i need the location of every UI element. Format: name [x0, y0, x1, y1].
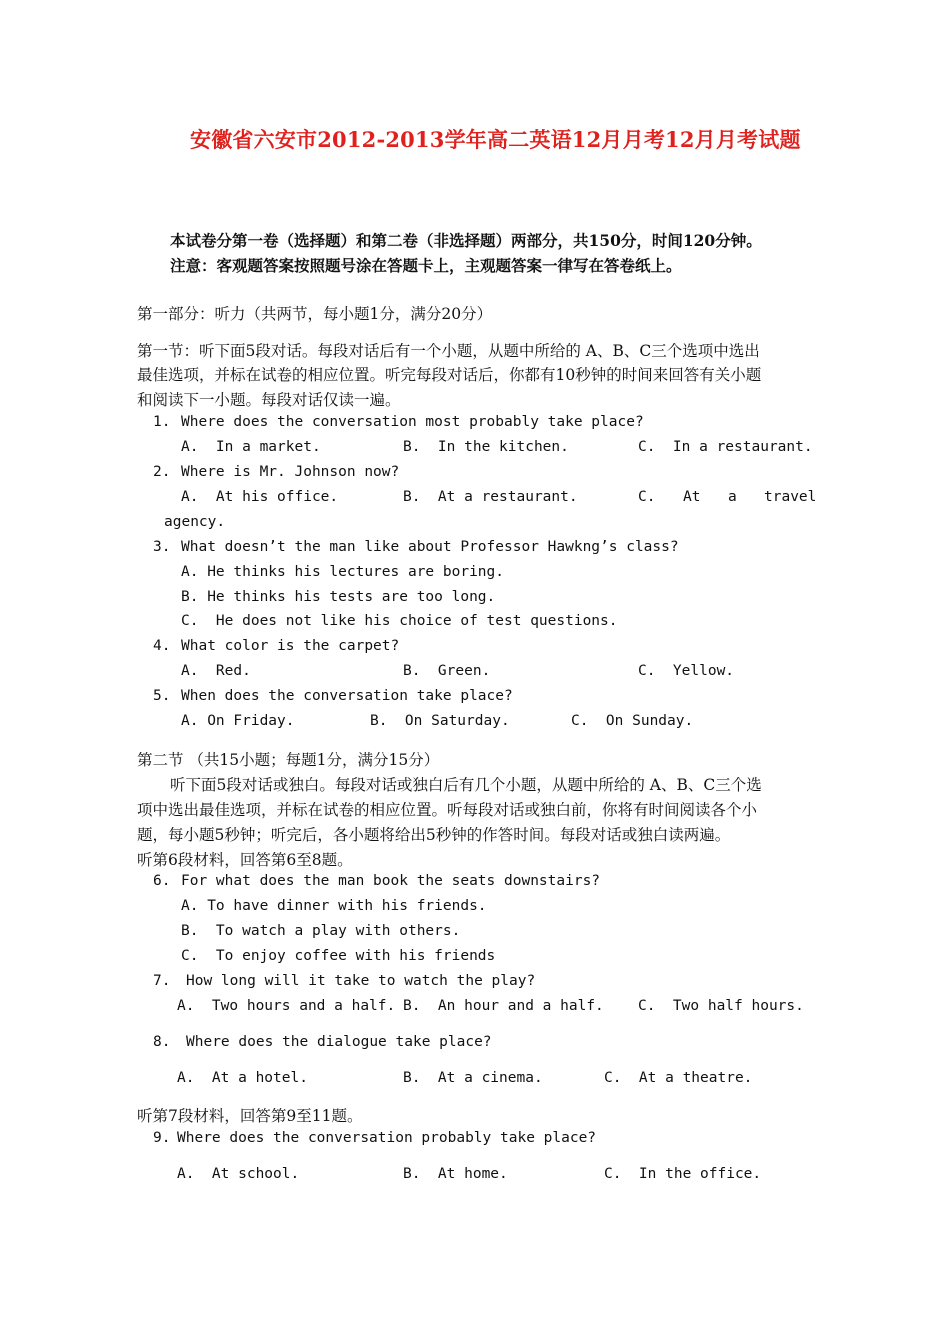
material-instruction: 听第6段材料，回答第6至8题。	[137, 851, 353, 869]
question-text: Where does the conversation most probably take place?	[181, 414, 644, 430]
option-a: A. Two hours and a half.	[177, 998, 396, 1014]
part1-heading: 第一部分：听力（共两节，每小题1分，满分20分）	[137, 305, 493, 323]
material-instruction: 听第7段材料，回答第9至11题。	[137, 1107, 363, 1125]
exam-note-instructions: 注意：客观题答案按照题号涂在答题卡上，主观题答案一律写在答卷纸上。	[170, 256, 682, 275]
section2-instruction-line: 题，每小题5秒钟；听完后，各小题将给出5秒钟的作答时间。每段对话或独白读两遍。	[137, 826, 731, 844]
question-text: Where does the dialogue take place?	[186, 1034, 492, 1050]
section1-instruction-line: 和阅读下一小题。每段对话仅读一遍。	[137, 391, 401, 409]
option-b: B. On Saturday.	[370, 713, 510, 729]
page-title: 安徽省六安市2012-2013学年高二英语12月月考12月月考试题	[190, 127, 801, 152]
option-c: C. To enjoy coffee with his friends	[181, 948, 496, 964]
section2-instruction-line: 项中选出最佳选项，并标在试卷的相应位置。听每段对话或独白前，你将有时间阅读各个小	[137, 801, 758, 819]
option-b: B. At home.	[403, 1166, 508, 1182]
question-text: Where does the conversation probably take place?	[177, 1130, 597, 1146]
option-a: A. At a hotel.	[177, 1070, 308, 1086]
exam-note-structure: 本试卷分第一卷（选择题）和第二卷（非选择题）两部分，共150分，时间120分钟。	[170, 231, 762, 250]
option-c: C. On Sunday.	[571, 713, 694, 729]
option-b: B. In the kitchen.	[403, 439, 569, 455]
option-c: C. Two half hours.	[638, 998, 804, 1014]
option-b: B. He thinks his tests are too long.	[181, 589, 496, 605]
question-number: 8.	[153, 1034, 171, 1050]
question-number: 2.	[153, 464, 171, 480]
option-b: B. To watch a play with others.	[181, 923, 461, 939]
option-c-word: At	[683, 489, 701, 505]
section1-instruction-line: 第一节：听下面5段对话。每段对话后有一个小题，从题中所给的 A、B、C三个选项中选出	[137, 342, 760, 360]
question-text: When does the conversation take place?	[181, 688, 513, 704]
option-a: A. At school.	[177, 1166, 300, 1182]
option-a: A. At his office.	[181, 489, 339, 505]
question-text: What doesn’t the man like about Professor Hawkng’s class?	[181, 539, 679, 555]
option-c: C. He does not like his choice of test questions.	[181, 613, 618, 629]
option-b: B. At a cinema.	[403, 1070, 543, 1086]
question-text: What color is the carpet?	[181, 638, 400, 654]
option-b: B. At a restaurant.	[403, 489, 578, 505]
question-number: 4.	[153, 638, 171, 654]
question-text: How long will it take to watch the play?	[186, 973, 536, 989]
option-b: B. Green.	[403, 663, 491, 679]
question-number: 5.	[153, 688, 171, 704]
question-number: 9.	[153, 1130, 171, 1146]
question-number: 3.	[153, 539, 171, 555]
option-c-word: a	[728, 489, 737, 505]
option-a: A. On Friday.	[181, 713, 295, 729]
option-b: B. An hour and a half.	[403, 998, 604, 1014]
question-number: 1.	[153, 414, 171, 430]
option-a: A. In a market.	[181, 439, 321, 455]
option-c: C. Yellow.	[638, 663, 735, 679]
option-c-label: C.	[638, 489, 656, 505]
option-a: A. To have dinner with his friends.	[181, 898, 487, 914]
option-c: C. In a restaurant.	[638, 439, 813, 455]
option-c-word: agency.	[164, 514, 226, 530]
option-a: A. Red.	[181, 663, 251, 679]
section1-instruction-line: 最佳选项，并标在试卷的相应位置。听完每段对话后，你都有10秒钟的时间来回答有关小题	[137, 366, 762, 384]
option-c: C. In the office.	[604, 1166, 762, 1182]
option-a: A. He thinks his lectures are boring.	[181, 564, 505, 580]
option-c-word: travel	[764, 489, 817, 505]
section2-instruction-line: 听下面5段对话或独白。每段对话或独白后有几个小题，从题中所给的 A、B、C三个选	[170, 776, 762, 794]
question-number: 6.	[153, 873, 171, 889]
section2-heading: 第二节 （共15小题；每题1分，满分15分）	[137, 751, 440, 769]
question-number: 7.	[153, 973, 171, 989]
option-c: C. At a theatre.	[604, 1070, 753, 1086]
question-text: For what does the man book the seats downstairs?	[181, 873, 601, 889]
question-text: Where is Mr. Johnson now?	[181, 464, 400, 480]
